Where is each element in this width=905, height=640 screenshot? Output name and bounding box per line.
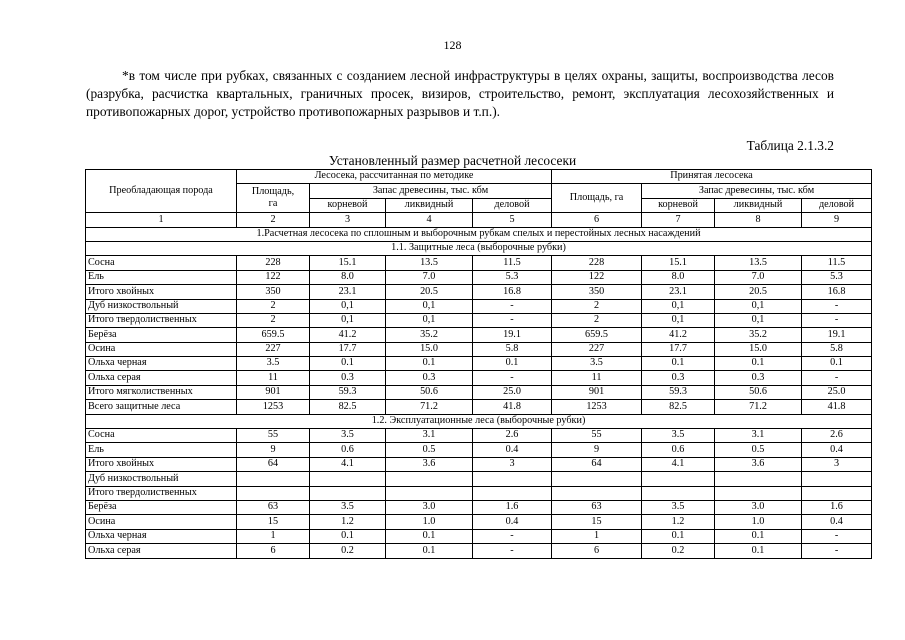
value-cell [310, 472, 386, 486]
table-row [86, 486, 872, 500]
value-cell: 3.5 [310, 500, 386, 514]
column-number: 9 [802, 213, 872, 227]
table-row [86, 429, 872, 443]
value-cell [552, 486, 642, 500]
value-cell: 64 [237, 457, 310, 471]
value-cell: 9 [552, 443, 642, 457]
value-cell: 15 [237, 515, 310, 529]
value-cell: 0.2 [310, 544, 386, 558]
value-cell: 2.6 [802, 429, 872, 443]
table-row [86, 342, 872, 356]
value-cell: 0.1 [310, 529, 386, 543]
value-cell: 3.1 [386, 429, 473, 443]
header-liquid-accepted: ликвидный [715, 198, 802, 212]
header-business-calc: деловой [473, 198, 552, 212]
species-cell: Дуб низкоствольный [86, 299, 237, 313]
value-cell: 2 [237, 299, 310, 313]
value-cell: 19.1 [473, 328, 552, 342]
value-cell: - [802, 299, 872, 313]
table-row [86, 328, 872, 342]
value-cell: 5.8 [473, 342, 552, 356]
column-number: 1 [86, 213, 237, 227]
value-cell: 9 [237, 443, 310, 457]
value-cell: 50.6 [715, 385, 802, 399]
value-cell: 0.3 [386, 371, 473, 385]
value-cell: 350 [552, 285, 642, 299]
value-cell: 227 [237, 342, 310, 356]
value-cell: 3 [473, 457, 552, 471]
subsection-title: 1.2. Эксплуатационные леса (выборочные рубки) [86, 414, 872, 428]
table-row [86, 500, 872, 514]
value-cell: - [473, 371, 552, 385]
species-cell: Всего защитные леса [86, 400, 237, 414]
value-cell: - [802, 544, 872, 558]
value-cell: 227 [552, 342, 642, 356]
value-cell: 0,1 [715, 313, 802, 327]
species-cell: Сосна [86, 429, 237, 443]
value-cell: 55 [237, 429, 310, 443]
subsection-row [86, 241, 872, 255]
table-row [86, 515, 872, 529]
column-number: 5 [473, 213, 552, 227]
value-cell: 3.5 [552, 357, 642, 371]
value-cell: 350 [237, 285, 310, 299]
value-cell: 0,1 [642, 313, 715, 327]
value-cell: - [473, 313, 552, 327]
value-cell [802, 472, 872, 486]
value-cell: 0.1 [715, 544, 802, 558]
value-cell: - [473, 529, 552, 543]
value-cell: 0.1 [386, 357, 473, 371]
value-cell: 11.5 [473, 256, 552, 270]
value-cell: 2 [552, 299, 642, 313]
value-cell: 20.5 [386, 285, 473, 299]
value-cell: 59.3 [642, 385, 715, 399]
value-cell: 0.1 [802, 357, 872, 371]
header-stock-accepted: Запас древесины, тыс. кбм [642, 184, 872, 198]
value-cell: 23.1 [642, 285, 715, 299]
value-cell: 0.5 [715, 443, 802, 457]
value-cell [237, 486, 310, 500]
value-cell: 0.6 [642, 443, 715, 457]
value-cell: 0,1 [642, 299, 715, 313]
value-cell: 659.5 [237, 328, 310, 342]
value-cell [715, 472, 802, 486]
species-cell: Ель [86, 270, 237, 284]
value-cell: 11 [552, 371, 642, 385]
value-cell: 0.5 [386, 443, 473, 457]
value-cell: - [473, 299, 552, 313]
value-cell: 0.3 [715, 371, 802, 385]
value-cell: 3.6 [386, 457, 473, 471]
table-row [86, 472, 872, 486]
value-cell: 41.8 [473, 400, 552, 414]
table-label: Таблица 2.1.3.2 [746, 138, 834, 153]
value-cell: 0.1 [642, 357, 715, 371]
table-row [86, 529, 872, 543]
value-cell: 901 [552, 385, 642, 399]
species-cell: Итого твердолиственных [86, 486, 237, 500]
value-cell: 0.3 [310, 371, 386, 385]
value-cell: 3.0 [715, 500, 802, 514]
value-cell [386, 472, 473, 486]
species-cell: Осина [86, 515, 237, 529]
value-cell: 17.7 [310, 342, 386, 356]
value-cell: 23.1 [310, 285, 386, 299]
value-cell: 3.1 [715, 429, 802, 443]
value-cell: 228 [237, 256, 310, 270]
value-cell: - [802, 529, 872, 543]
value-cell: 82.5 [642, 400, 715, 414]
value-cell: 0.4 [473, 443, 552, 457]
header-area-line2: га [268, 198, 278, 210]
value-cell: - [802, 313, 872, 327]
value-cell: 0,1 [715, 299, 802, 313]
value-cell: 0.1 [473, 357, 552, 371]
header-liquid-calc: ликвидный [386, 198, 473, 212]
species-cell: Осина [86, 342, 237, 356]
value-cell [386, 486, 473, 500]
header-area-accepted: Площадь, га [552, 184, 642, 213]
value-cell: 0.1 [642, 529, 715, 543]
header-root-calc: корневой [310, 198, 386, 212]
value-cell: 50.6 [386, 385, 473, 399]
value-cell: 8.0 [310, 270, 386, 284]
value-cell [473, 472, 552, 486]
value-cell: 0.1 [715, 529, 802, 543]
species-cell: Дуб низкоствольный [86, 472, 237, 486]
table-row [86, 443, 872, 457]
column-number: 3 [310, 213, 386, 227]
table-title: Установленный размер расчетной лесосеки [328, 153, 577, 168]
cutting-area-table [85, 169, 872, 559]
value-cell: 2 [552, 313, 642, 327]
value-cell: 6 [552, 544, 642, 558]
value-cell: 1.6 [473, 500, 552, 514]
value-cell: 71.2 [386, 400, 473, 414]
table-row [86, 371, 872, 385]
value-cell: - [802, 371, 872, 385]
value-cell: 3 [802, 457, 872, 471]
value-cell: 1.6 [802, 500, 872, 514]
species-cell: Итого хвойных [86, 285, 237, 299]
value-cell: 0.4 [473, 515, 552, 529]
value-cell: 59.3 [310, 385, 386, 399]
footnote [86, 67, 834, 121]
subsection-row [86, 414, 872, 428]
header-species: Преобладающая порода [86, 170, 237, 213]
header-area-line1: Площадь, [251, 185, 295, 197]
value-cell: 1253 [552, 400, 642, 414]
value-cell: 55 [552, 429, 642, 443]
section-row [86, 227, 872, 241]
value-cell: 7.0 [715, 270, 802, 284]
value-cell: 16.8 [802, 285, 872, 299]
value-cell: 2.6 [473, 429, 552, 443]
value-cell: 63 [237, 500, 310, 514]
value-cell: 3.5 [237, 357, 310, 371]
footnote-text: *в том числе при рубках, связанных с созданием лесной инфраструктуры в целях охраны, защиты, воспроизводства лесов (разрубка, расчистка квартальных, граничных просек, визиров, строительство, ремонт, эксплуатация лесохозяйственных и противопожарных дорог, устройство противопожарных разрывов и т.п.). [86, 68, 834, 119]
species-cell: Ольха серая [86, 544, 237, 558]
value-cell: 13.5 [715, 256, 802, 270]
species-cell: Итого твердолиственных [86, 313, 237, 327]
value-cell: 3.5 [642, 500, 715, 514]
value-cell: 2 [237, 313, 310, 327]
value-cell: 0.4 [802, 443, 872, 457]
value-cell: 63 [552, 500, 642, 514]
subsection-title: 1.1. Защитные леса (выборочные рубки) [86, 241, 872, 255]
species-cell: Берёза [86, 500, 237, 514]
value-cell: 25.0 [802, 385, 872, 399]
value-cell: 7.0 [386, 270, 473, 284]
table-row [86, 400, 872, 414]
species-cell: Итого мягколиственных [86, 385, 237, 399]
value-cell: 1.0 [715, 515, 802, 529]
table-row [86, 544, 872, 558]
value-cell: 4.1 [310, 457, 386, 471]
section-title: 1.Расчетная лесосека по сплошным и выборочным рубкам спелых и перестойных лесных насаждений [86, 227, 872, 241]
value-cell: 1.0 [386, 515, 473, 529]
value-cell: 15.1 [310, 256, 386, 270]
value-cell: 1 [552, 529, 642, 543]
value-cell: 25.0 [473, 385, 552, 399]
header-accepted-group: Принятая лесосека [552, 170, 872, 184]
value-cell: 0,1 [310, 313, 386, 327]
value-cell: 3.0 [386, 500, 473, 514]
species-cell: Берёза [86, 328, 237, 342]
species-cell: Ольха черная [86, 529, 237, 543]
column-number: 2 [237, 213, 310, 227]
header-stock-calc: Запас древесины, тыс. кбм [310, 184, 552, 198]
value-cell: 0,1 [310, 299, 386, 313]
value-cell: 41.2 [642, 328, 715, 342]
value-cell: 17.7 [642, 342, 715, 356]
table-row [86, 285, 872, 299]
table-body [86, 227, 872, 558]
table-row [86, 270, 872, 284]
value-cell: 20.5 [715, 285, 802, 299]
value-cell: 16.8 [473, 285, 552, 299]
value-cell [642, 472, 715, 486]
value-cell: 13.5 [386, 256, 473, 270]
species-cell: Итого хвойных [86, 457, 237, 471]
value-cell: 71.2 [715, 400, 802, 414]
header-area-calc [237, 184, 310, 213]
value-cell: 122 [552, 270, 642, 284]
value-cell: 0,1 [386, 299, 473, 313]
value-cell: 82.5 [310, 400, 386, 414]
value-cell: 0.4 [802, 515, 872, 529]
column-number: 7 [642, 213, 715, 227]
table-row [86, 299, 872, 313]
value-cell [473, 486, 552, 500]
value-cell: 11 [237, 371, 310, 385]
value-cell: 4.1 [642, 457, 715, 471]
column-number-row [86, 213, 872, 227]
value-cell: 3.6 [715, 457, 802, 471]
value-cell: 8.0 [642, 270, 715, 284]
table-row [86, 357, 872, 371]
value-cell [642, 486, 715, 500]
table-row [86, 457, 872, 471]
species-cell: Ольха серая [86, 371, 237, 385]
species-cell: Ель [86, 443, 237, 457]
table-row [86, 385, 872, 399]
page-number: 128 [443, 38, 462, 52]
value-cell: 122 [237, 270, 310, 284]
value-cell: 3.5 [642, 429, 715, 443]
value-cell [802, 486, 872, 500]
value-cell: 15.0 [715, 342, 802, 356]
value-cell: 0.1 [386, 529, 473, 543]
column-number: 6 [552, 213, 642, 227]
value-cell: 0.1 [310, 357, 386, 371]
value-cell: 0.3 [642, 371, 715, 385]
value-cell [310, 486, 386, 500]
header-root-accepted: корневой [642, 198, 715, 212]
value-cell: 5.3 [473, 270, 552, 284]
value-cell: 0.6 [310, 443, 386, 457]
value-cell [552, 472, 642, 486]
value-cell: 0.1 [715, 357, 802, 371]
value-cell: 35.2 [386, 328, 473, 342]
value-cell: 15 [552, 515, 642, 529]
value-cell [715, 486, 802, 500]
value-cell: 15.0 [386, 342, 473, 356]
value-cell: 659.5 [552, 328, 642, 342]
table-row [86, 313, 872, 327]
value-cell [237, 472, 310, 486]
value-cell: 1.2 [642, 515, 715, 529]
value-cell: 64 [552, 457, 642, 471]
header-business-accepted: деловой [802, 198, 872, 212]
value-cell: 11.5 [802, 256, 872, 270]
value-cell: 1.2 [310, 515, 386, 529]
value-cell: 41.2 [310, 328, 386, 342]
value-cell: 901 [237, 385, 310, 399]
column-number: 4 [386, 213, 473, 227]
value-cell: 19.1 [802, 328, 872, 342]
species-cell: Сосна [86, 256, 237, 270]
value-cell: 15.1 [642, 256, 715, 270]
value-cell: - [473, 544, 552, 558]
value-cell: 1253 [237, 400, 310, 414]
value-cell: 5.3 [802, 270, 872, 284]
value-cell: 0,1 [386, 313, 473, 327]
value-cell: 1 [237, 529, 310, 543]
value-cell: 0.1 [386, 544, 473, 558]
species-cell: Ольха черная [86, 357, 237, 371]
table-row [86, 256, 872, 270]
column-number: 8 [715, 213, 802, 227]
header-calc-group: Лесосека, рассчитанная по методике [237, 170, 552, 184]
value-cell: 41.8 [802, 400, 872, 414]
value-cell: 0.2 [642, 544, 715, 558]
value-cell: 3.5 [310, 429, 386, 443]
value-cell: 35.2 [715, 328, 802, 342]
value-cell: 6 [237, 544, 310, 558]
value-cell: 228 [552, 256, 642, 270]
value-cell: 5.8 [802, 342, 872, 356]
